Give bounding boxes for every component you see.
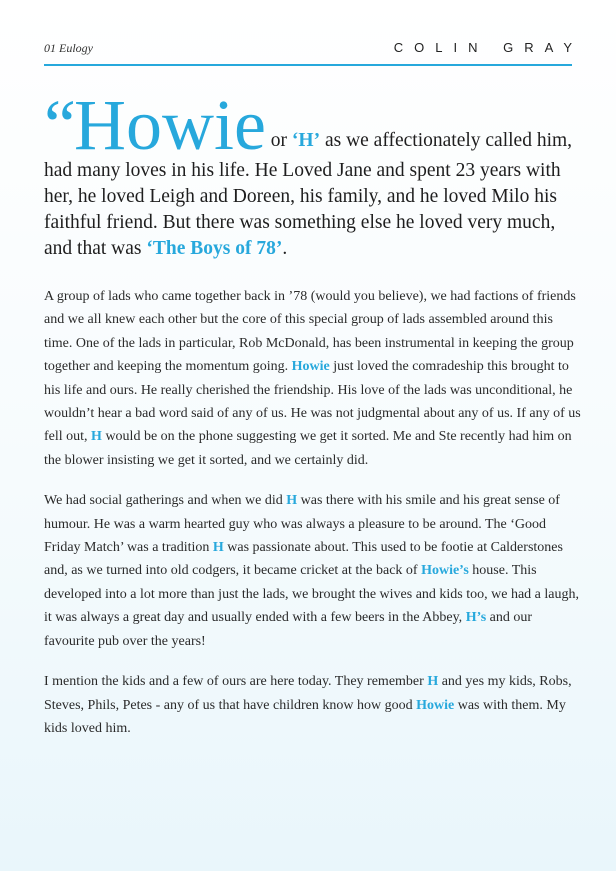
highlight-name: Howie’s: [421, 563, 469, 579]
page-header: [44, 40, 583, 60]
paragraph-1: A group of lads who came together back in ’78 (would you believe), we had factions of friends and we all knew each other but the core of this special group of lads assembled around this time. One of the lads in particular, Rob McDonald, has been instrumental in keeping the group together and keeping the momentum going. Howie just loved the comradeship this brought to his life and ours. He really cherished the friendship. His love of the lads was unconditional, he wouldn’t hear a bad word said of any of us. He was not judgmental about any of us. If any of us fell out, H would be on the phone suggesting we get it sorted. Me and Ste recently had him on the blower insisting we get it sorted, and we certainly did.: [44, 289, 581, 468]
big-name: Howie: [73, 85, 266, 165]
nickname: ‘H’: [291, 130, 321, 151]
highlight-name: H: [212, 540, 224, 556]
highlight-name: H: [286, 493, 298, 509]
highlight-name: H: [91, 429, 102, 445]
highlight-name: H’s: [465, 610, 487, 626]
highlight-name: Howie: [291, 359, 330, 375]
header-rule: [44, 64, 572, 66]
intro-paragraph: “Howie or ‘H’ as we affectionately called him, had many loves in his life. He Loved Jane and spent 23 years with her, he loved Leigh and Doreen, his family, and he loved Milo his faithful friend. But there was something else he loved very much, and that was ‘The Boys of 78’.: [44, 85, 573, 259]
open-quote: “: [44, 85, 74, 165]
group-name: ‘The Boys of 78’: [146, 238, 283, 259]
highlight-name: Howie: [416, 697, 455, 713]
body-text: [44, 285, 584, 757]
paragraph-3: I mention the kids and a few of ours are here today. They remember H and yes my kids, Robs, Steves, Phils, Petes - any of us that have children know how good Howie was with them. My kids loved him.: [44, 674, 572, 736]
author-name: COLIN GRAY: [393, 40, 583, 55]
paragraph-2: We had social gatherings and when we did H was there with his smile and his great sense of humour. He was a warm hearted guy who was always a pleasure to be around. The ‘Good Friday Match’ was a tradition H was passionate about. This used to be footie at Calderstones and, as we turned into old codgers, it became cricket at the back of Howie’s house. This developed into a lot more than just the lads, we brought the wives and kids too, we had a laugh, it was always a great day and usually ended with a few beers in the Abbey, H’s and our favourite pub over the years!: [44, 493, 579, 649]
highlight-name: H: [427, 674, 439, 690]
section-label: 01 Eulogy: [44, 41, 93, 55]
